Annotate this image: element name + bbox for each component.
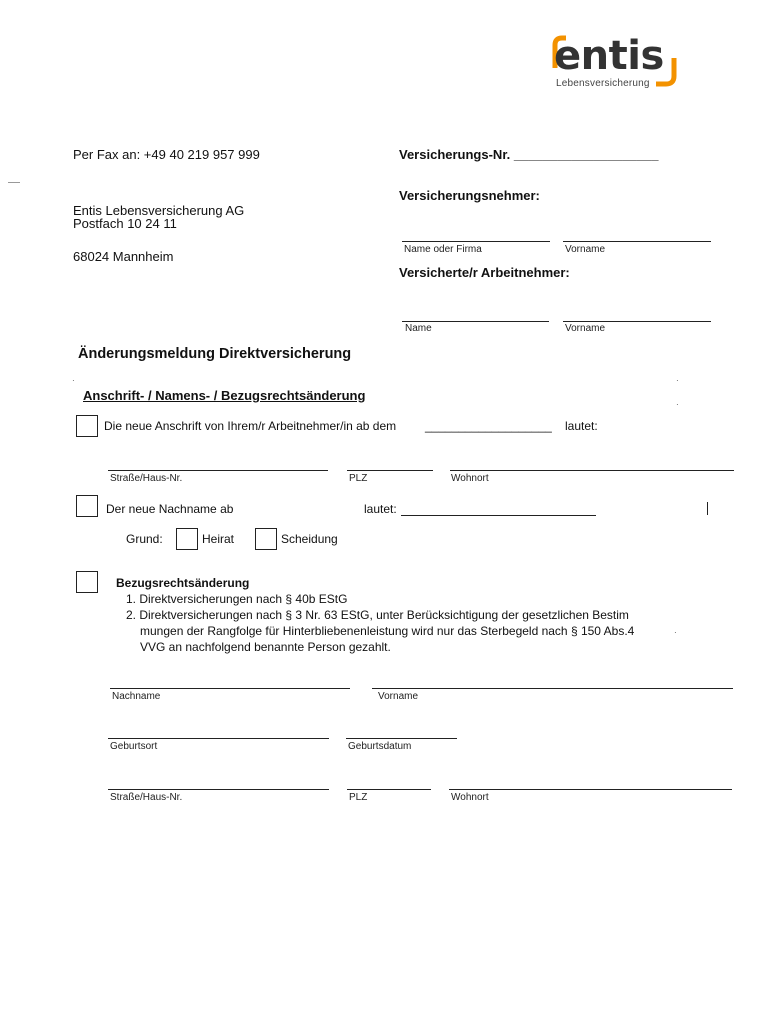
beneficiary-birthplace-line[interactable] [108, 738, 329, 739]
beneficiary-city-label: Wohnort [451, 792, 489, 803]
address-change-suffix: lautet: [565, 419, 598, 433]
beneficiary-birthdate-label: Geburtsdatum [348, 741, 412, 752]
divorce-label: Scheidung [281, 532, 338, 546]
policyholder-firstname-line[interactable] [563, 241, 711, 242]
margin-dot: · [72, 376, 75, 385]
insured-firstname-label: Vorname [565, 323, 606, 334]
company-city: 68024 Mannheim [73, 249, 174, 264]
marriage-checkbox[interactable] [176, 528, 198, 550]
beneficiary-lastname-line[interactable] [110, 688, 350, 689]
divorce-checkbox[interactable] [255, 528, 277, 550]
beneficiary-street-line[interactable] [108, 789, 329, 790]
fold-mark [8, 182, 20, 183]
beneficiary-firstname-label: Vorname [378, 691, 419, 702]
address-street-line[interactable] [108, 470, 328, 471]
policyholder-name-label: Name oder Firma [404, 244, 482, 255]
insured-name-line[interactable] [402, 321, 549, 322]
address-change-date-field[interactable]: ___________________ [425, 419, 552, 433]
reason-label: Grund: [126, 532, 163, 546]
beneficiary-firstname-line[interactable] [372, 688, 733, 689]
beneficiary-zip-label: PLZ [349, 792, 368, 803]
name-change-text: Der neue Nachname ab [106, 502, 234, 516]
margin-bar [707, 502, 708, 515]
beneficiary-item-2-line-1: 2. Direktversicherungen nach § 3 Nr. 63 EStG, unter Berücksichtigung der gesetzlichen Bestim [126, 608, 629, 622]
beneficiary-item-2-line-2: mungen der Rangfolge für Hinterbliebenenleistung wird nur das Sterbegeld nach § 150 Abs.4 [140, 624, 635, 638]
policy-number-field[interactable]: Versicherungs-Nr. ____________________ [399, 147, 659, 162]
beneficiary-city-line[interactable] [449, 789, 732, 790]
company-postbox: Postfach 10 24 11 [73, 216, 177, 231]
beneficiary-zip-line[interactable] [347, 789, 431, 790]
insured-name-label: Name [405, 323, 432, 334]
beneficiary-heading: Bezugsrechtsänderung [116, 576, 250, 590]
beneficiary-street-label: Straße/Haus-Nr. [110, 792, 183, 803]
policyholder-firstname-label: Vorname [565, 244, 606, 255]
margin-dot: · [676, 376, 679, 385]
address-change-text: Die neue Anschrift von Ihrem/r Arbeitnehmer/in ab dem [104, 419, 397, 433]
address-city-label: Wohnort [451, 473, 489, 484]
insured-firstname-line[interactable] [563, 321, 711, 322]
new-lastname-line[interactable] [401, 515, 596, 516]
insured-heading: Versicherte/r Arbeitnehmer: [399, 265, 570, 280]
form-title: Änderungsmeldung Direktversicherung [78, 346, 352, 362]
beneficiary-item-1: 1. Direktversicherungen nach § 40b EStG [126, 592, 348, 606]
address-change-checkbox[interactable] [76, 415, 98, 437]
beneficiary-item-2-line-3: VVG an nachfolgend benannte Person gezahlt. [140, 640, 391, 654]
logo-tagline: Lebensversicherung [556, 78, 650, 89]
beneficiary-change-checkbox[interactable] [76, 571, 98, 593]
beneficiary-birthplace-label: Geburtsort [110, 741, 158, 752]
logo-brand: entis [554, 33, 664, 79]
name-change-suffix: lautet: [364, 502, 397, 516]
name-change-checkbox[interactable] [76, 495, 98, 517]
beneficiary-birthdate-line[interactable] [346, 738, 457, 739]
marriage-label: Heirat [202, 532, 235, 546]
address-city-line[interactable] [450, 470, 734, 471]
section-heading: Anschrift- / Namens- / Bezugsrechtsänderung [83, 388, 366, 403]
address-zip-label: PLZ [349, 473, 368, 484]
fax-line: Per Fax an: +49 40 219 957 999 [73, 147, 260, 162]
company-name: Entis Lebensversicherung AG [73, 203, 245, 218]
margin-dot: · [676, 400, 679, 409]
margin-dot: · [674, 628, 677, 637]
policyholder-name-line[interactable] [402, 241, 550, 242]
address-street-label: Straße/Haus-Nr. [110, 473, 183, 484]
beneficiary-lastname-label: Nachname [112, 691, 161, 702]
policyholder-heading: Versicherungsnehmer: [399, 188, 540, 203]
address-zip-line[interactable] [347, 470, 433, 471]
